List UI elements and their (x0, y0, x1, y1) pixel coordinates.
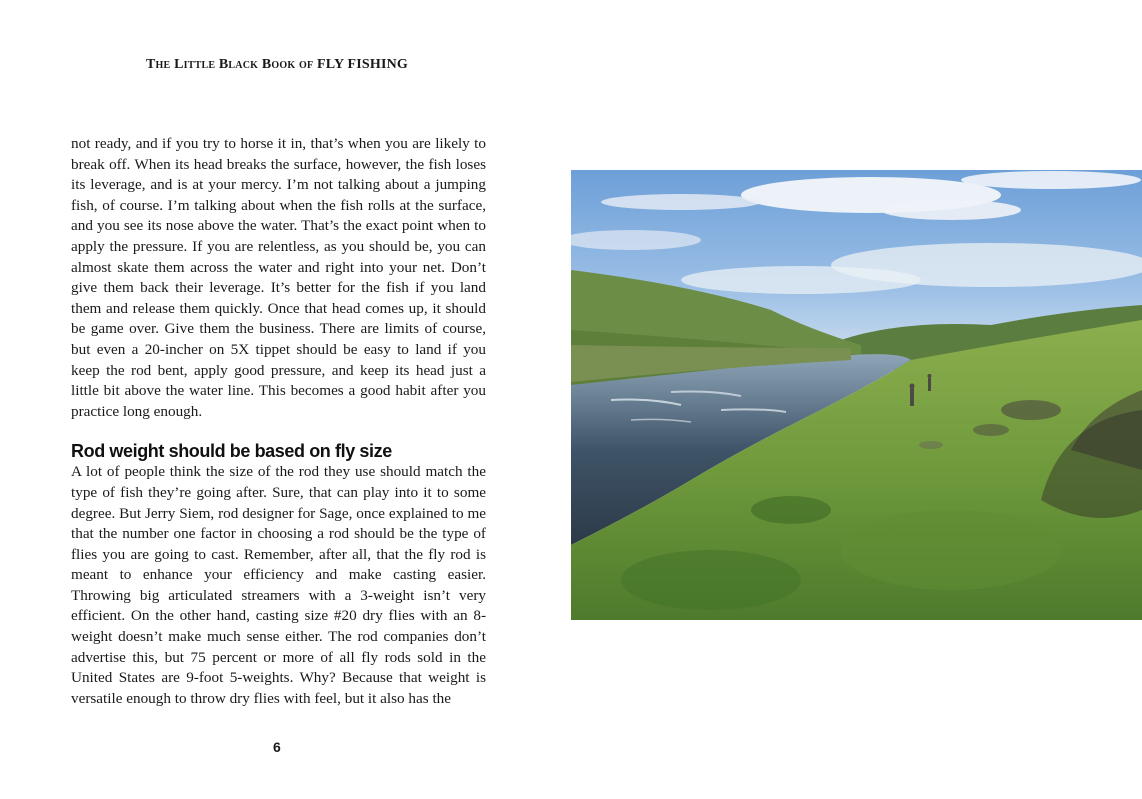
body-paragraph-2: A lot of people think the size of the rod they use should match the type of fish they’re going after. Sure, that can play into it to some degree. But Jerry Siem, rod designer for Sage, once explained to me that the number one factor in choosing a rod should be the type of flies you are going to cast. Remember, after all, that the fly rod is meant to enhance your efficiency and make casting easier. Throwing big articulated streamers with a 3-weight isn’t very efficient. On the other hand, casting size #20 dry flies with an 8-weight doesn’t make much sense either. The rod companies don’t advertise this, but 75 percent or more of all fly rods sold in the United States are 9-foot 5-weights. Why? Because that weight is versatile enough to throw dry flies with feel, but it also has the (71, 463, 486, 707)
river-landscape-photo (571, 170, 1142, 620)
section-heading: Rod weight should be based on fly size (71, 441, 392, 462)
running-header: The Little Black Book of FLY FISHING (146, 57, 409, 72)
body-paragraph-1: not ready, and if you try to horse it in, that’s when you are likely to break off. When its head breaks the surface, however, the fish loses its leverage, and is at your mercy. I’m not talking about a jumping fish, of course. I’m talking about when the fish rolls at the surface, and you see its nose above the water. That’s the exact point when to apply the pressure. If you are relentless, as you should be, you can almost skate them across the water and right into your net. Don’t give them back their leverage. It’s better for the fish if you land them and release them quickly. Once that head comes up, it should be game over. Give them the business. There are limits of course, but even a 20-incher on 5X tippet should be easy to land if you keep the rod bent, apply good pressure, and keep its head just a little bit above the water line. This becomes a good habit after you practice long enough. (71, 135, 486, 420)
text-column (71, 134, 486, 709)
page-number: 6 (273, 739, 281, 755)
